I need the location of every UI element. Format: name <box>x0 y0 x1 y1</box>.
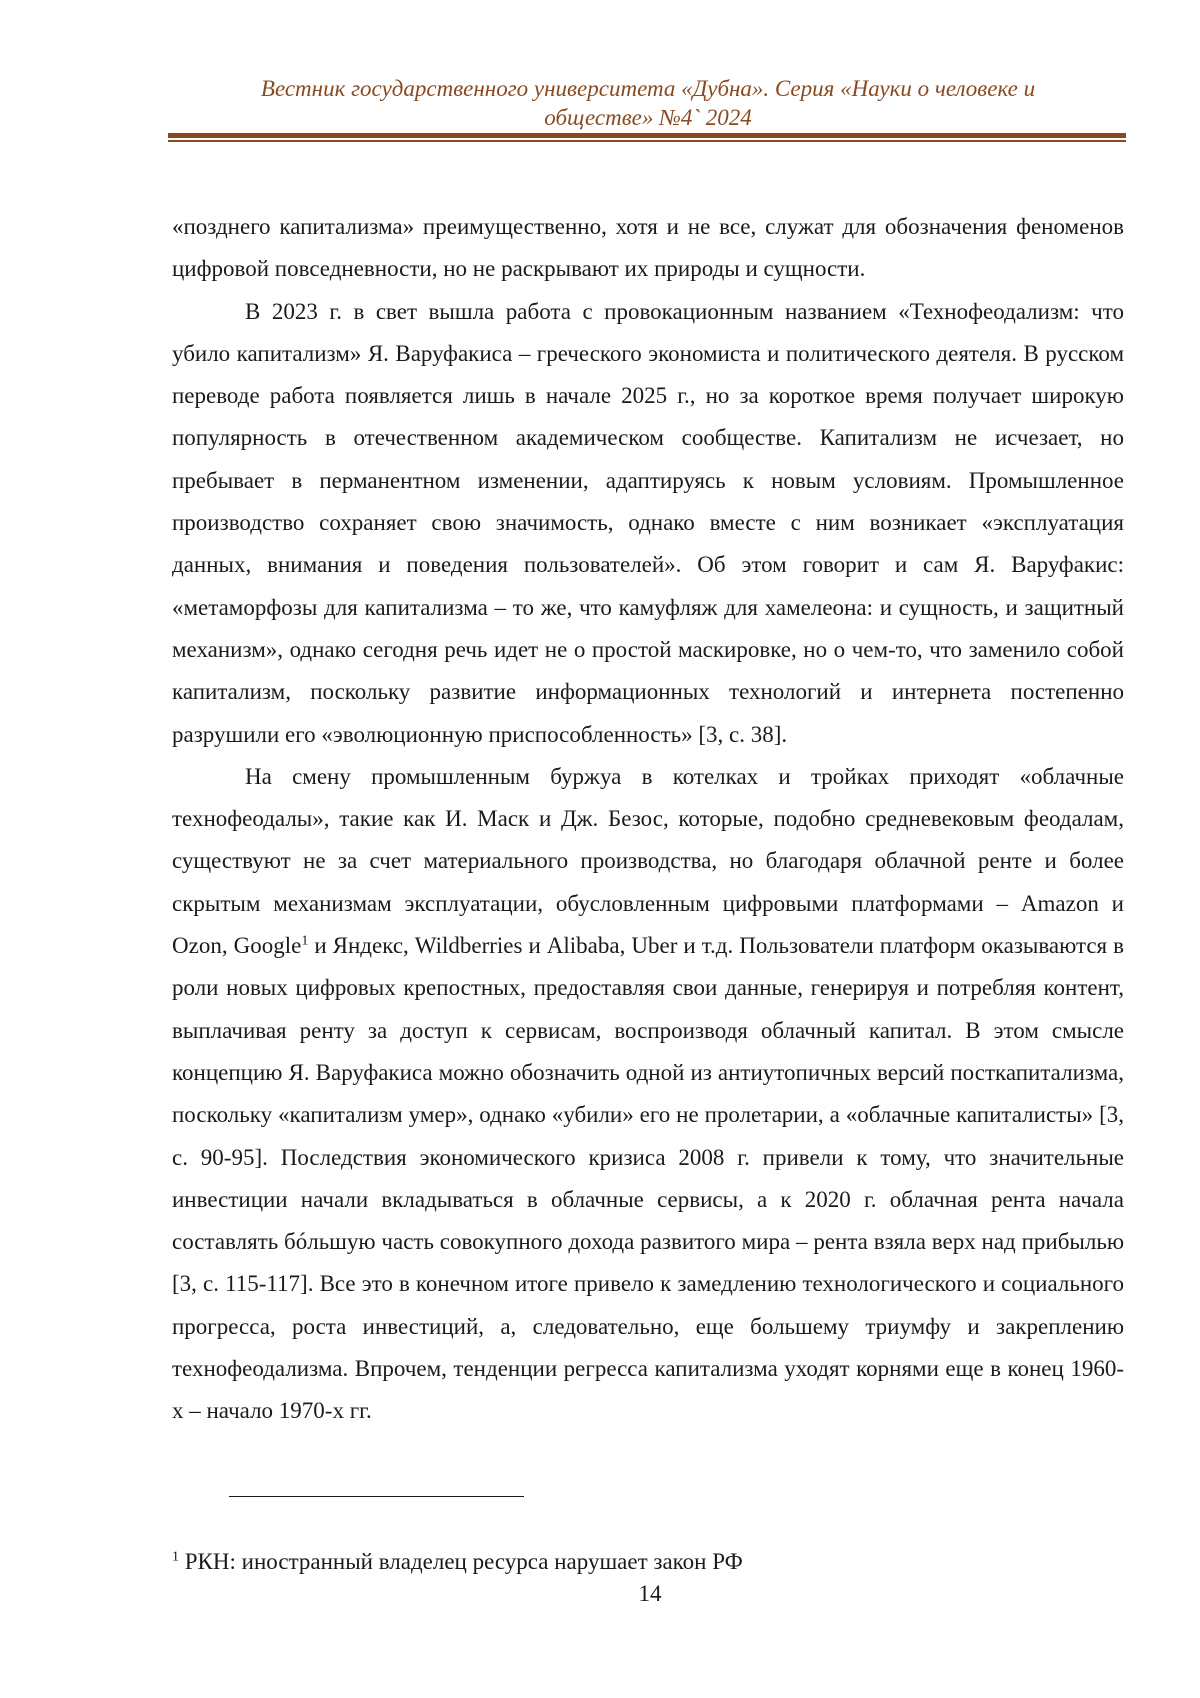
header-rule-thin <box>168 140 1126 142</box>
footnote-reference[interactable]: 1 <box>301 933 309 949</box>
footnote-separator <box>229 1496 524 1497</box>
footnote-marker: 1 <box>172 1549 179 1565</box>
paragraph-3 <box>172 756 1124 1433</box>
header-rule-thick <box>168 133 1126 138</box>
footnote-text: РКН: иностранный владелец ресурса нарушает закон РФ <box>179 1549 743 1574</box>
footnote <box>172 1548 743 1576</box>
journal-header-line1: Вестник государственного университета «Дубна». Серия «Науки о человеке и <box>260 76 1036 101</box>
journal-header <box>168 74 1128 132</box>
paragraph-3-part1: На смену промышленным буржуа в котелках и тройках приходят «облачные технофеодалы», такие как И. Маск и Дж. Безос, которые, подобно средневековым феодалам, существуют не за счет материального производства, но благодаря облачной ренте и более скрытым механизмам эксплуатации, обусловленным цифровыми платформами – Amazon и Ozon, Google <box>172 763 1124 959</box>
article-body <box>172 206 1124 1433</box>
paragraph-1: «позднего капитализма» преимущественно, хотя и не все, служат для обозначения феноменов цифровой повседневности, но не раскрывают их природы и сущности. <box>172 214 1124 282</box>
paragraph-2: В 2023 г. в свет вышла работа с провокационным названием «Технофеодализм: что убило капитализм» Я. Варуфакиса – греческого экономиста и политического деятеля. В русском переводе работа появляется лишь в начале 2025 г., но за короткое время получает широкую популярность в отечественном академическом сообществе. Капитализм не исчезает, но пребывает в перманентном изменении, адаптируясь к новым условиям. Промышленное производство сохраняет свою значимость, однако вместе с ним возникает «эксплуатация данных, внимания и поведения пользователей». Об этом говорит и сам Я. Варуфакис: «метаморфозы для капитализма – то же, что камуфляж для хамелеона: и сущность, и защитный механизм», однако сегодня речь идет не о простой маскировке, но о чем-то, что заменило собой капитализм, поскольку развитие информационных технологий и интернета постепенно разрушили его «эволюционную приспособленность» [3, с. 38]. <box>172 298 1124 747</box>
journal-header-line2: обществе» №4` 2024 <box>544 105 752 130</box>
page-number: 14 <box>638 1581 662 1606</box>
paragraph-3-part2: и Яндекс, Wildberries и Alibaba, Uber и т.д. Пользователи платформ оказываются в роли новых цифровых крепостных, предоставляя свои данные, генерируя и потребляя контент, выплачивая ренту за доступ к сервисам, воспроизводя облачный капитал. В этом смысле концепцию Я. Варуфакиса можно обозначить одной из антиутопичных версий посткапитализма, поскольку «капитализм умер», однако «убили» его не пролетарии, а «облачные капиталисты» [3, с. 90-95]. Последствия экономического кризиса 2008 г. привели к тому, что значительные инвестиции начали вкладываться в облачные сервисы, а к 2020 г. облачная рента начала составлять бóльшую часть совокупного дохода развитого мира – рента взяла верх над прибылью [3, с. 115-117]. Все это в конечном итоге привело к замедлению технологического и социального прогресса, роста инвестиций, а, следовательно, еще большему триумфу и закреплению технофеодализма. Впрочем, тенденции регресса капитализма уходят корнями еще в конец 1960-х – начало 1970-х гг. <box>172 933 1125 1424</box>
